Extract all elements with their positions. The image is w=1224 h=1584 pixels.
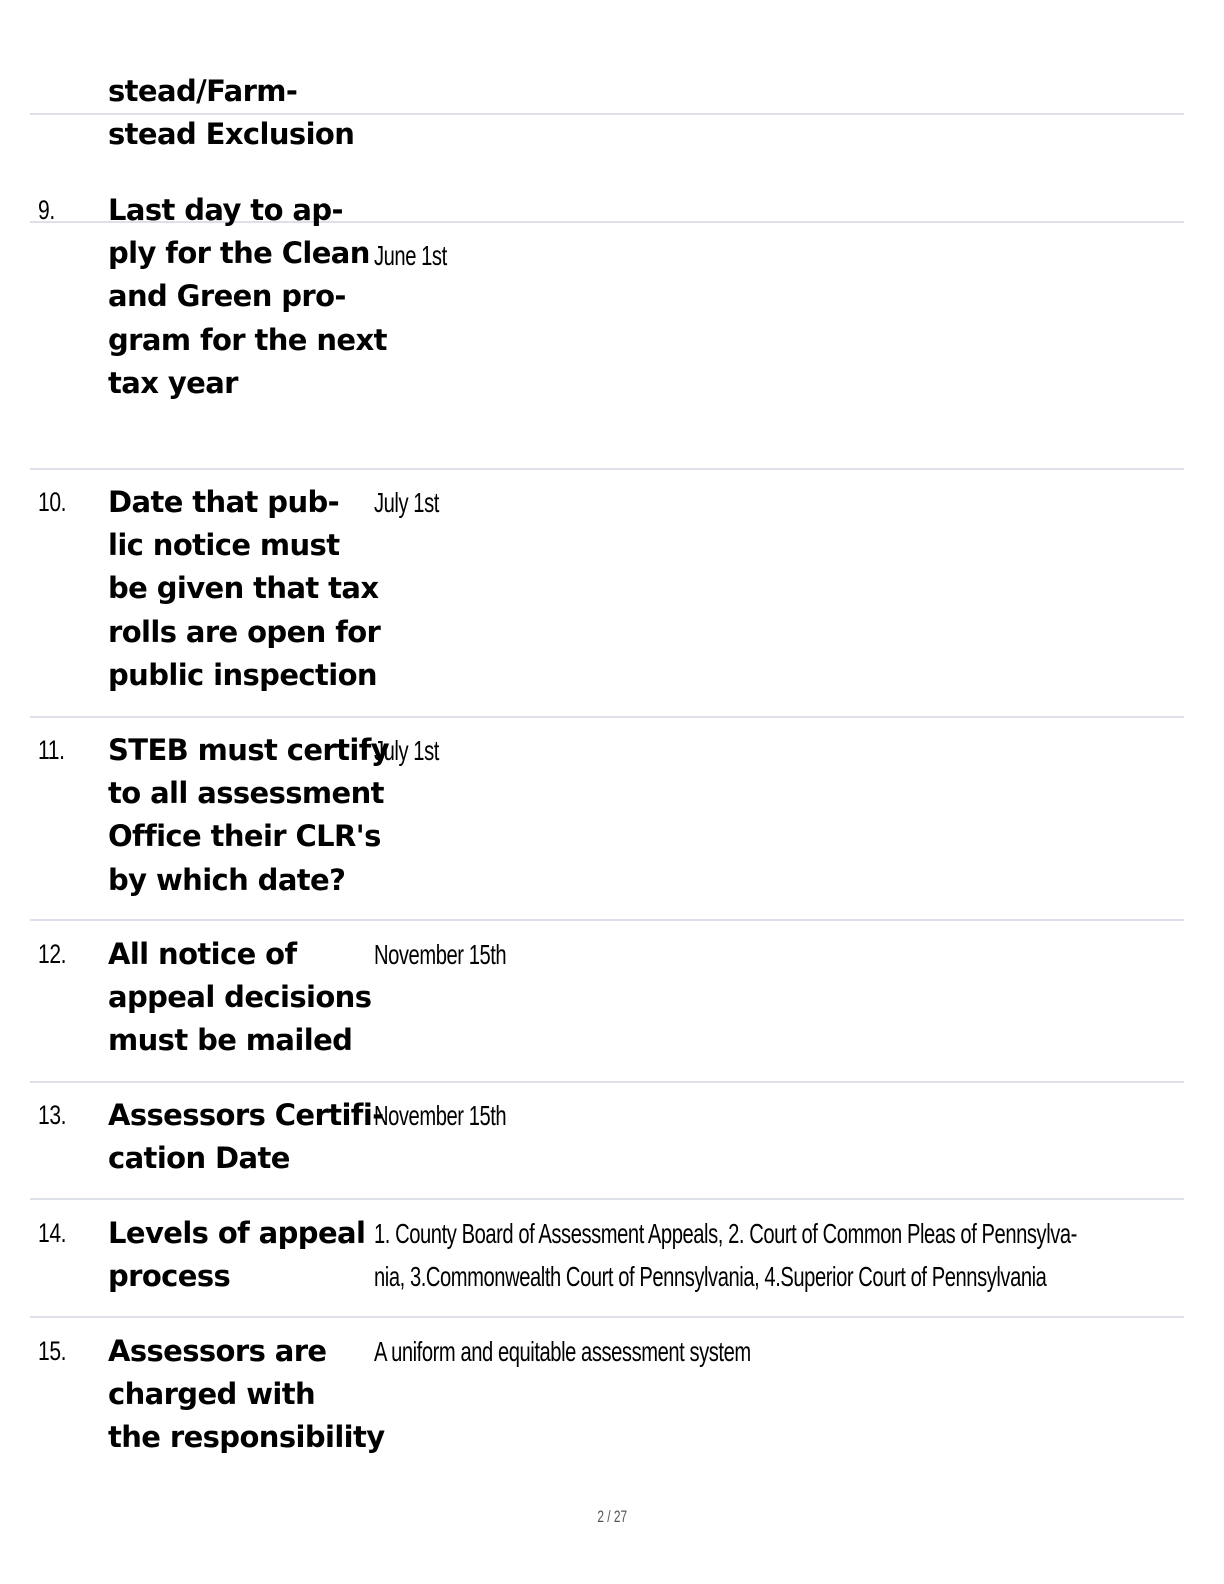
term-text: Assessors are (108, 1334, 327, 1368)
term-text: Levels of appeal (108, 1216, 366, 1250)
term-text: lic notice must (108, 528, 340, 563)
row-number: 14. (38, 1218, 67, 1248)
term-text: cation Date (108, 1141, 290, 1176)
row-divider (30, 1316, 1184, 1318)
term-cell (108, 729, 390, 902)
row-divider (30, 1198, 1184, 1200)
row-divider (30, 468, 1184, 470)
definition-cell (374, 933, 506, 976)
definition-text: July 1st (374, 735, 439, 766)
row-number: 15. (38, 1336, 67, 1366)
definition-cell (374, 234, 447, 277)
term-cell (108, 481, 381, 697)
term-text: public inspection (108, 657, 377, 692)
term-text: rolls are open for (108, 614, 381, 649)
term-cell (108, 70, 378, 156)
term-text: Last day to ap- (108, 193, 343, 227)
term-text: STEB must certify (108, 733, 390, 767)
definition-text: A uniform and equitable assessment system (374, 1336, 751, 1367)
term-text: charged with (108, 1377, 316, 1412)
definition-cell (374, 729, 439, 772)
term-text: Date that pub- (108, 485, 340, 519)
row-number: 12. (38, 939, 67, 969)
row-number: 11. (38, 735, 65, 765)
term-cell (108, 1330, 385, 1460)
definition-text: 1. County Board of Assessment Appeals, 2. Court of Common Pleas of Pennsylva- (374, 1218, 1077, 1249)
term-text: gram for the next (108, 322, 387, 357)
term-cell (108, 1212, 378, 1298)
term-text: ply for the Clean (108, 236, 370, 271)
row-divider (30, 1081, 1184, 1083)
definition-cell (374, 1094, 506, 1137)
row-number: 13. (38, 1100, 67, 1130)
term-text: Assessors Certifi- (108, 1098, 384, 1132)
term-text: and Green pro- (108, 279, 346, 314)
row-number: 10. (38, 487, 67, 517)
term-text: by which date? (108, 862, 346, 897)
term-text: the responsibility (108, 1420, 385, 1455)
definition-text: June 1st (374, 240, 447, 271)
page-indicator: 2 / 27 (597, 1507, 627, 1526)
definition-text: November 15th (374, 1100, 507, 1131)
definition-cell (374, 481, 439, 524)
definition-cell (374, 1212, 1077, 1298)
row-divider (30, 716, 1184, 718)
definition-text: July 1st (374, 487, 439, 518)
definition-text: nia, 3.Commonwealth Court of Pennsylvania, 4.Superior Court of Pennsylvania (374, 1261, 1047, 1293)
term-text: stead/Farm- (108, 74, 298, 108)
term-text: be given that tax (108, 571, 379, 606)
term-text: appeal decisions (108, 980, 372, 1015)
term-text: stead Exclusion (108, 117, 355, 152)
term-text: process (108, 1259, 231, 1294)
definition-text: November 15th (374, 939, 507, 970)
term-cell (108, 189, 387, 405)
term-cell (108, 1094, 384, 1180)
term-text: must be mailed (108, 1023, 353, 1058)
term-text: Office their CLR's (108, 819, 381, 854)
term-cell (108, 933, 378, 1063)
page-footer (0, 1507, 1224, 1527)
row-divider (30, 919, 1184, 921)
row-number: 9. (38, 195, 55, 225)
definition-cell (374, 1330, 751, 1373)
term-text: tax year (108, 365, 238, 400)
term-text: to all assessment (108, 776, 384, 811)
term-text: All notice of (108, 937, 297, 971)
